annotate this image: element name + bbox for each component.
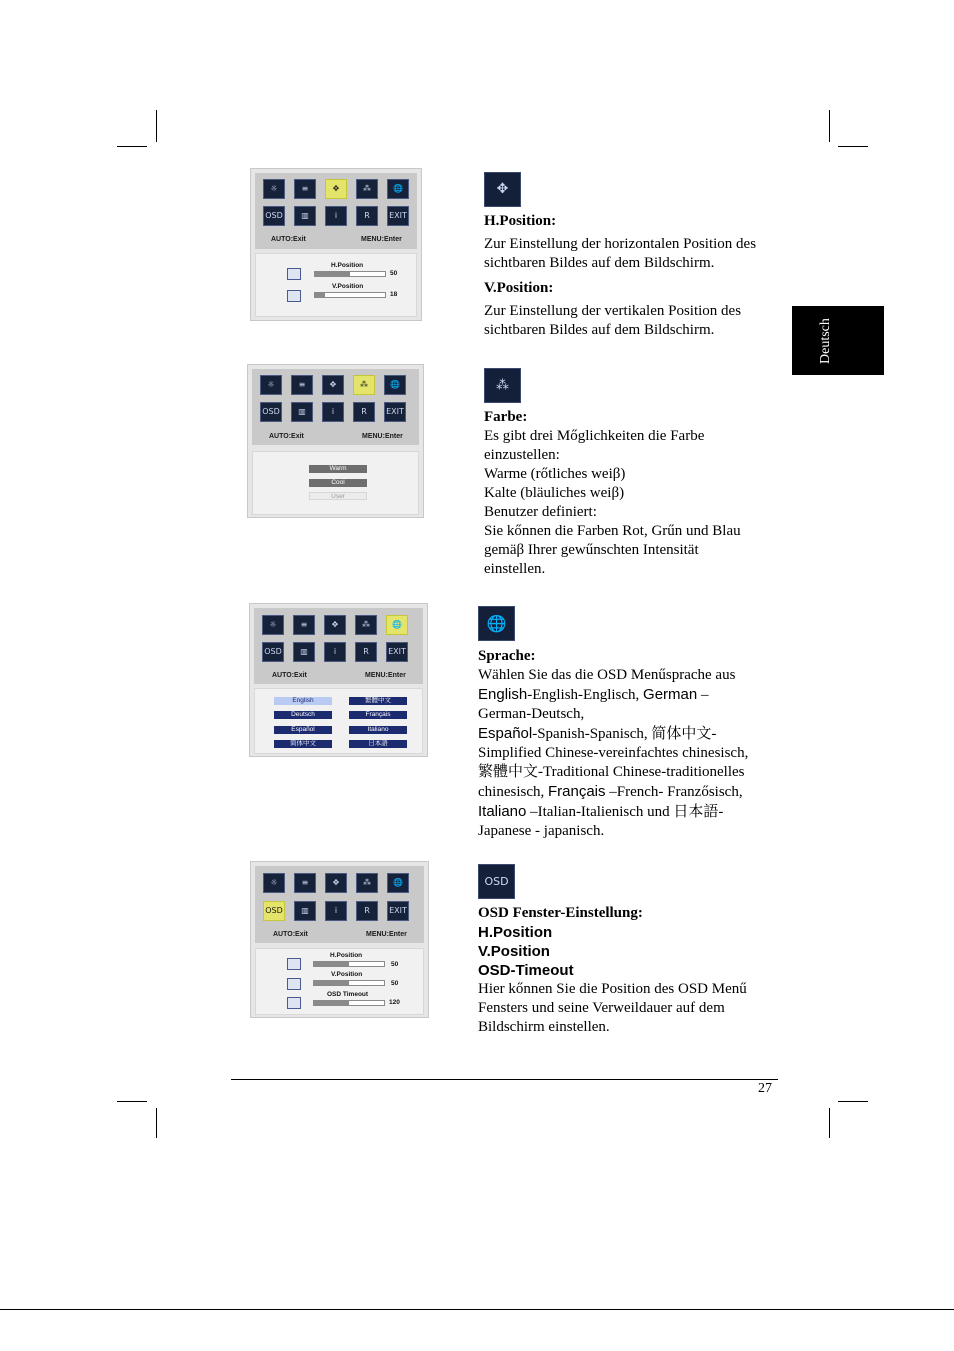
- lang-italiano: Italiano: [349, 726, 407, 734]
- language-text: -English-Englisch,: [527, 687, 644, 703]
- osd-h-position-bar: [313, 961, 385, 967]
- h-position-bar: [314, 271, 386, 277]
- language-text: -Spanish-Spanisch, 简体中文-: [532, 726, 717, 742]
- section-color: [484, 408, 784, 579]
- color-icon: ⁂: [353, 375, 375, 395]
- osd-item-h-position: H.Position: [478, 924, 553, 941]
- lang-japanese: 日本語: [349, 740, 407, 748]
- osd-settings-panel: [254, 688, 423, 754]
- exit-icon: EXIT: [387, 901, 409, 921]
- osd-heading: OSD Fenster-Einstellung:: [478, 905, 643, 921]
- osd-v-position-label: V.Position: [331, 971, 363, 978]
- osd-item-timeout: OSD-Timeout: [478, 962, 574, 979]
- osd-line: Bildschirm einstellen.: [478, 1019, 610, 1035]
- crop-mark: [117, 146, 147, 147]
- language-heading: Sprache:: [478, 648, 536, 664]
- section-osd: [478, 904, 783, 1037]
- color-icon: ⁂: [356, 873, 378, 893]
- position-icon: ✥: [322, 375, 344, 395]
- language-line: [478, 724, 783, 744]
- h-position-heading: H.Position:: [484, 213, 557, 229]
- color-line: gemäβ Ihrer gewűnschten Intensität: [484, 542, 699, 558]
- v-position-value: 18: [390, 291, 398, 298]
- osd-screenshot-color: [247, 364, 424, 518]
- reset-icon: R: [356, 206, 378, 226]
- color-option-user: User: [309, 492, 367, 500]
- brightness-icon: ☼: [263, 179, 285, 199]
- color-option-warm: Warm: [309, 465, 367, 473]
- h-position-value: 50: [390, 270, 398, 277]
- osd-item-v-position: V.Position: [478, 943, 550, 960]
- color-line: Warme (rőtliches weiβ): [484, 466, 626, 482]
- side-tab-label: Deutsch: [818, 318, 833, 364]
- section-language: [478, 647, 783, 841]
- osd-timeout-bar: [313, 1000, 385, 1006]
- color-line: Kalte (bläuliches weiβ): [484, 485, 625, 501]
- osd-icon: OSD: [263, 206, 285, 226]
- language-line: [478, 763, 783, 782]
- page-number: 27: [758, 1081, 772, 1096]
- lang-espanol: Español: [274, 726, 332, 734]
- osd-icon: OSD: [260, 402, 282, 422]
- osd-h-position-value: 50: [391, 961, 399, 968]
- info-bar-icon: ▥: [291, 402, 313, 422]
- info-icon: i: [325, 206, 347, 226]
- crop-mark: [829, 110, 830, 142]
- color-icon: ⁂: [355, 615, 377, 635]
- language-text: chinesisch,: [478, 784, 548, 800]
- language-line: [478, 685, 783, 705]
- osd-v-position-icon: [287, 978, 301, 990]
- brightness-icon: ☼: [263, 873, 285, 893]
- language-icon: 🌐: [387, 873, 409, 893]
- menu-enter-hint: MENU:Enter: [361, 236, 402, 243]
- osd-timeout-value: 120: [389, 999, 400, 1006]
- osd-icon: OSD: [478, 864, 515, 899]
- auto-exit-hint: AUTO:Exit: [269, 433, 304, 440]
- osd-timeout-icon: [287, 997, 301, 1009]
- language-icon: 🌐: [478, 606, 515, 641]
- lang-name-german: German: [643, 686, 698, 703]
- menu-icon: ≡: [294, 179, 316, 199]
- position-icon: ✥: [325, 873, 347, 893]
- menu-icon: ≡: [291, 375, 313, 395]
- reset-icon: R: [353, 402, 375, 422]
- language-line: [478, 782, 783, 802]
- osd-v-position-value: 50: [391, 980, 399, 987]
- color-icon: ⁂: [356, 179, 378, 199]
- osd-timeout-label: OSD Timeout: [327, 991, 369, 998]
- lang-english: English: [274, 697, 332, 705]
- auto-exit-hint: AUTO:Exit: [273, 931, 308, 938]
- lang-name-italiano: Italiano: [478, 803, 527, 820]
- brightness-icon: ☼: [260, 375, 282, 395]
- osd-v-position-bar: [313, 980, 385, 986]
- osd-settings-panel: [255, 948, 424, 1015]
- section-position: [484, 212, 784, 340]
- color-line: Benutzer definiert:: [484, 504, 597, 520]
- crop-mark: [838, 1101, 868, 1102]
- color-line: einzustellen:: [484, 447, 560, 463]
- h-position-icon: [287, 268, 301, 280]
- v-position-icon: [287, 290, 301, 302]
- osd-settings-panel: [252, 451, 419, 515]
- v-position-description: Zur Einstellung der vertikalen Position des sichtbaren Bildes auf dem Bildschirm.: [484, 303, 742, 338]
- osd-h-position-label: H.Position: [330, 952, 363, 959]
- position-icon: ✥: [325, 179, 347, 199]
- color-icon: ⁂: [484, 368, 521, 403]
- osd-line: Hier kőnnen Sie die Position des OSD Menű: [478, 981, 747, 997]
- menu-enter-hint: MENU:Enter: [366, 931, 407, 938]
- language-line: Simplified Chinese-vereinfachtes chinesisch,: [478, 745, 749, 761]
- info-bar-icon: ▥: [294, 901, 316, 921]
- osd-icon-panel: [255, 173, 417, 249]
- lang-simplified-chinese: 简体中文: [274, 740, 332, 748]
- lang-name-francais: Français: [547, 783, 606, 800]
- crop-mark: [838, 146, 868, 147]
- color-line: Es gibt drei Mőglichkeiten die Farbe: [484, 428, 705, 444]
- language-icon: 🌐: [384, 375, 406, 395]
- language-icon: 🌐: [386, 615, 408, 635]
- v-position-label: V.Position: [332, 283, 364, 290]
- h-position-label: H.Position: [331, 262, 364, 269]
- language-line: [478, 802, 783, 822]
- language-line: Wählen Sie das die OSD Menűsprache aus: [478, 667, 736, 683]
- exit-icon: EXIT: [386, 642, 408, 662]
- menu-enter-hint: MENU:Enter: [365, 672, 406, 679]
- position-icon: ✥: [484, 172, 521, 207]
- crop-mark: [156, 1108, 157, 1138]
- h-position-description: Zur Einstellung der horizontalen Position des sichtbaren Bildes auf dem Bildschirm.: [484, 236, 757, 271]
- menu-enter-hint: MENU:Enter: [362, 433, 403, 440]
- v-position-bar: [314, 292, 386, 298]
- lang-name-traditional-chinese: 繁體中文: [478, 764, 539, 780]
- info-bar-icon: ▥: [293, 642, 315, 662]
- brightness-icon: ☼: [262, 615, 284, 635]
- crop-mark: [829, 1108, 830, 1138]
- lang-name-espanol: Español: [478, 725, 533, 742]
- osd-icon: OSD: [262, 642, 284, 662]
- lang-traditional-chinese: 繁體中文: [349, 697, 407, 705]
- page-edge-line: [0, 1309, 954, 1310]
- language-side-tab: [792, 306, 884, 375]
- osd-screenshot-position: [250, 168, 422, 321]
- v-position-heading: V.Position:: [484, 280, 554, 296]
- info-icon: i: [325, 901, 347, 921]
- exit-icon: EXIT: [384, 402, 406, 422]
- language-text: –French- Franzősisch,: [605, 784, 743, 800]
- language-line: German-Deutsch,: [478, 706, 585, 722]
- osd-icon-panel: [255, 866, 424, 943]
- osd-line: Fensters und seine Verweildauer auf dem: [478, 1000, 725, 1016]
- info-icon: i: [322, 402, 344, 422]
- osd-screenshot-language: [249, 603, 428, 757]
- reset-icon: R: [356, 901, 378, 921]
- menu-icon: ≡: [294, 873, 316, 893]
- color-option-cool: Cool: [309, 479, 367, 487]
- auto-exit-hint: AUTO:Exit: [271, 236, 306, 243]
- osd-icon-panel: [254, 608, 423, 684]
- language-text: –Italian-Italienisch und 日本語-: [526, 804, 724, 820]
- menu-icon: ≡: [293, 615, 315, 635]
- color-line: Sie kőnnen die Farben Rot, Grűn und Blau: [484, 523, 741, 539]
- crop-mark: [156, 110, 157, 142]
- lang-name-english: English: [478, 686, 528, 703]
- lang-francais: Français: [349, 711, 407, 719]
- position-icon: ✥: [324, 615, 346, 635]
- osd-icon-panel: [252, 369, 419, 445]
- language-text: –: [697, 687, 709, 703]
- osd-h-position-icon: [287, 958, 301, 970]
- osd-screenshot-osd-settings: [250, 861, 429, 1018]
- color-heading: Farbe:: [484, 409, 528, 425]
- exit-icon: EXIT: [387, 206, 409, 226]
- language-text: -Traditional Chinese-traditionelles: [538, 764, 745, 780]
- crop-mark: [117, 1101, 147, 1102]
- color-line: einstellen.: [484, 561, 546, 577]
- auto-exit-hint: AUTO:Exit: [272, 672, 307, 679]
- osd-settings-panel: [255, 253, 417, 317]
- osd-icon: OSD: [263, 901, 285, 921]
- language-line: Japanese - japanisch.: [478, 823, 605, 839]
- language-icon: 🌐: [387, 179, 409, 199]
- footer-rule: [231, 1079, 778, 1080]
- info-icon: i: [324, 642, 346, 662]
- info-bar-icon: ▥: [294, 206, 316, 226]
- reset-icon: R: [355, 642, 377, 662]
- lang-deutsch: Deutsch: [274, 711, 332, 719]
